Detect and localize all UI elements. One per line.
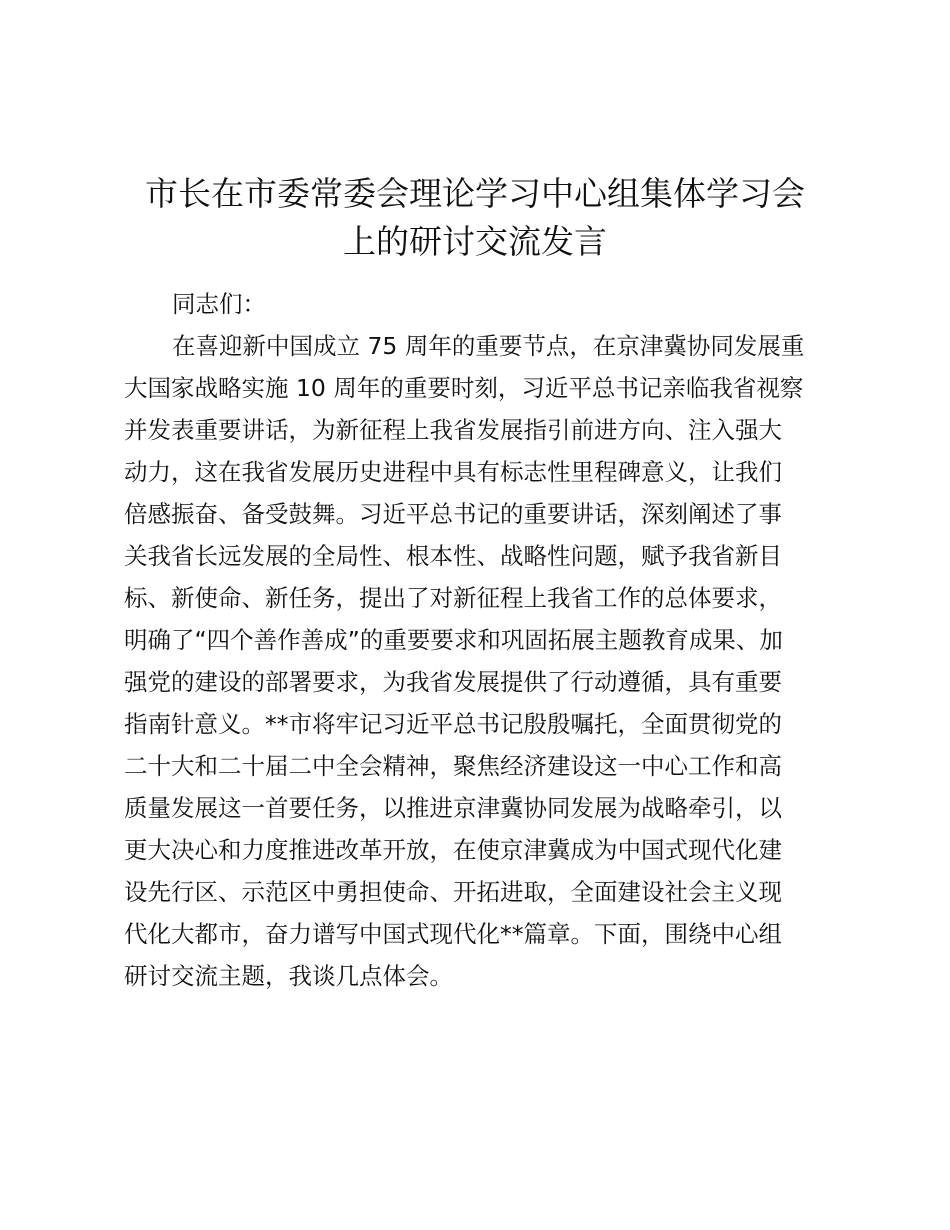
paragraph-line: 标、新使命、新任务，提出了对新征程上我省工作的总体要求， — [124, 584, 782, 612]
paragraph-line: 明确了“四个善作善成”的重要要求和巩固拓展主题教育成果、加 — [124, 626, 783, 654]
paragraph-line: 大国家战略实施 10 周年的重要时刻，习近平总书记亲临我省视察 — [124, 374, 804, 402]
title-line: 市长在市委常委会理论学习中心组集体学习会 — [145, 174, 805, 213]
paragraph-line: 在喜迎新中国成立 75 周年的重要节点，在京津冀协同发展重 — [172, 332, 805, 360]
document-title — [120, 170, 830, 266]
greeting: 同志们： — [172, 290, 266, 318]
paragraph-line: 设先行区、示范区中勇担使命、开拓进取，全面建设社会主义现 — [124, 878, 782, 906]
paragraph-line: 动力，这在我省发展历史进程中具有标志性里程碑意义，让我们 — [124, 458, 782, 486]
paragraph-line: 指南针意义。**市将牢记习近平总书记殷殷嘱托，全面贯彻党的 — [124, 710, 782, 738]
paragraph-line: 关我省长远发展的全局性、根本性、战略性问题，赋予我省新目 — [124, 542, 782, 570]
document-body — [124, 283, 844, 997]
paragraph-line: 代化大都市，奋力谱写中国式现代化**篇章。下面，围绕中心组 — [124, 920, 782, 948]
title-line: 上的研讨交流发言 — [343, 222, 607, 261]
paragraph-line: 并发表重要讲话，为新征程上我省发展指引前进方向、注入强大 — [124, 416, 782, 444]
body-paragraph — [124, 325, 844, 997]
paragraph-line: 二十大和二十届二中全会精神，聚焦经济建设这一中心工作和高 — [124, 752, 782, 780]
paragraph-line: 强党的建设的部署要求，为我省发展提供了行动遵循，具有重要 — [124, 668, 782, 696]
paragraph-line: 更大决心和力度推进改革开放，在使京津冀成为中国式现代化建 — [124, 836, 782, 864]
paragraph-line: 研讨交流主题，我谈几点体会。 — [124, 962, 453, 990]
paragraph-line: 质量发展这一首要任务，以推进京津冀协同发展为战略牵引，以 — [124, 794, 782, 822]
paragraph-line: 倍感振奋、备受鼓舞。习近平总书记的重要讲话，深刻阐述了事 — [124, 500, 782, 528]
